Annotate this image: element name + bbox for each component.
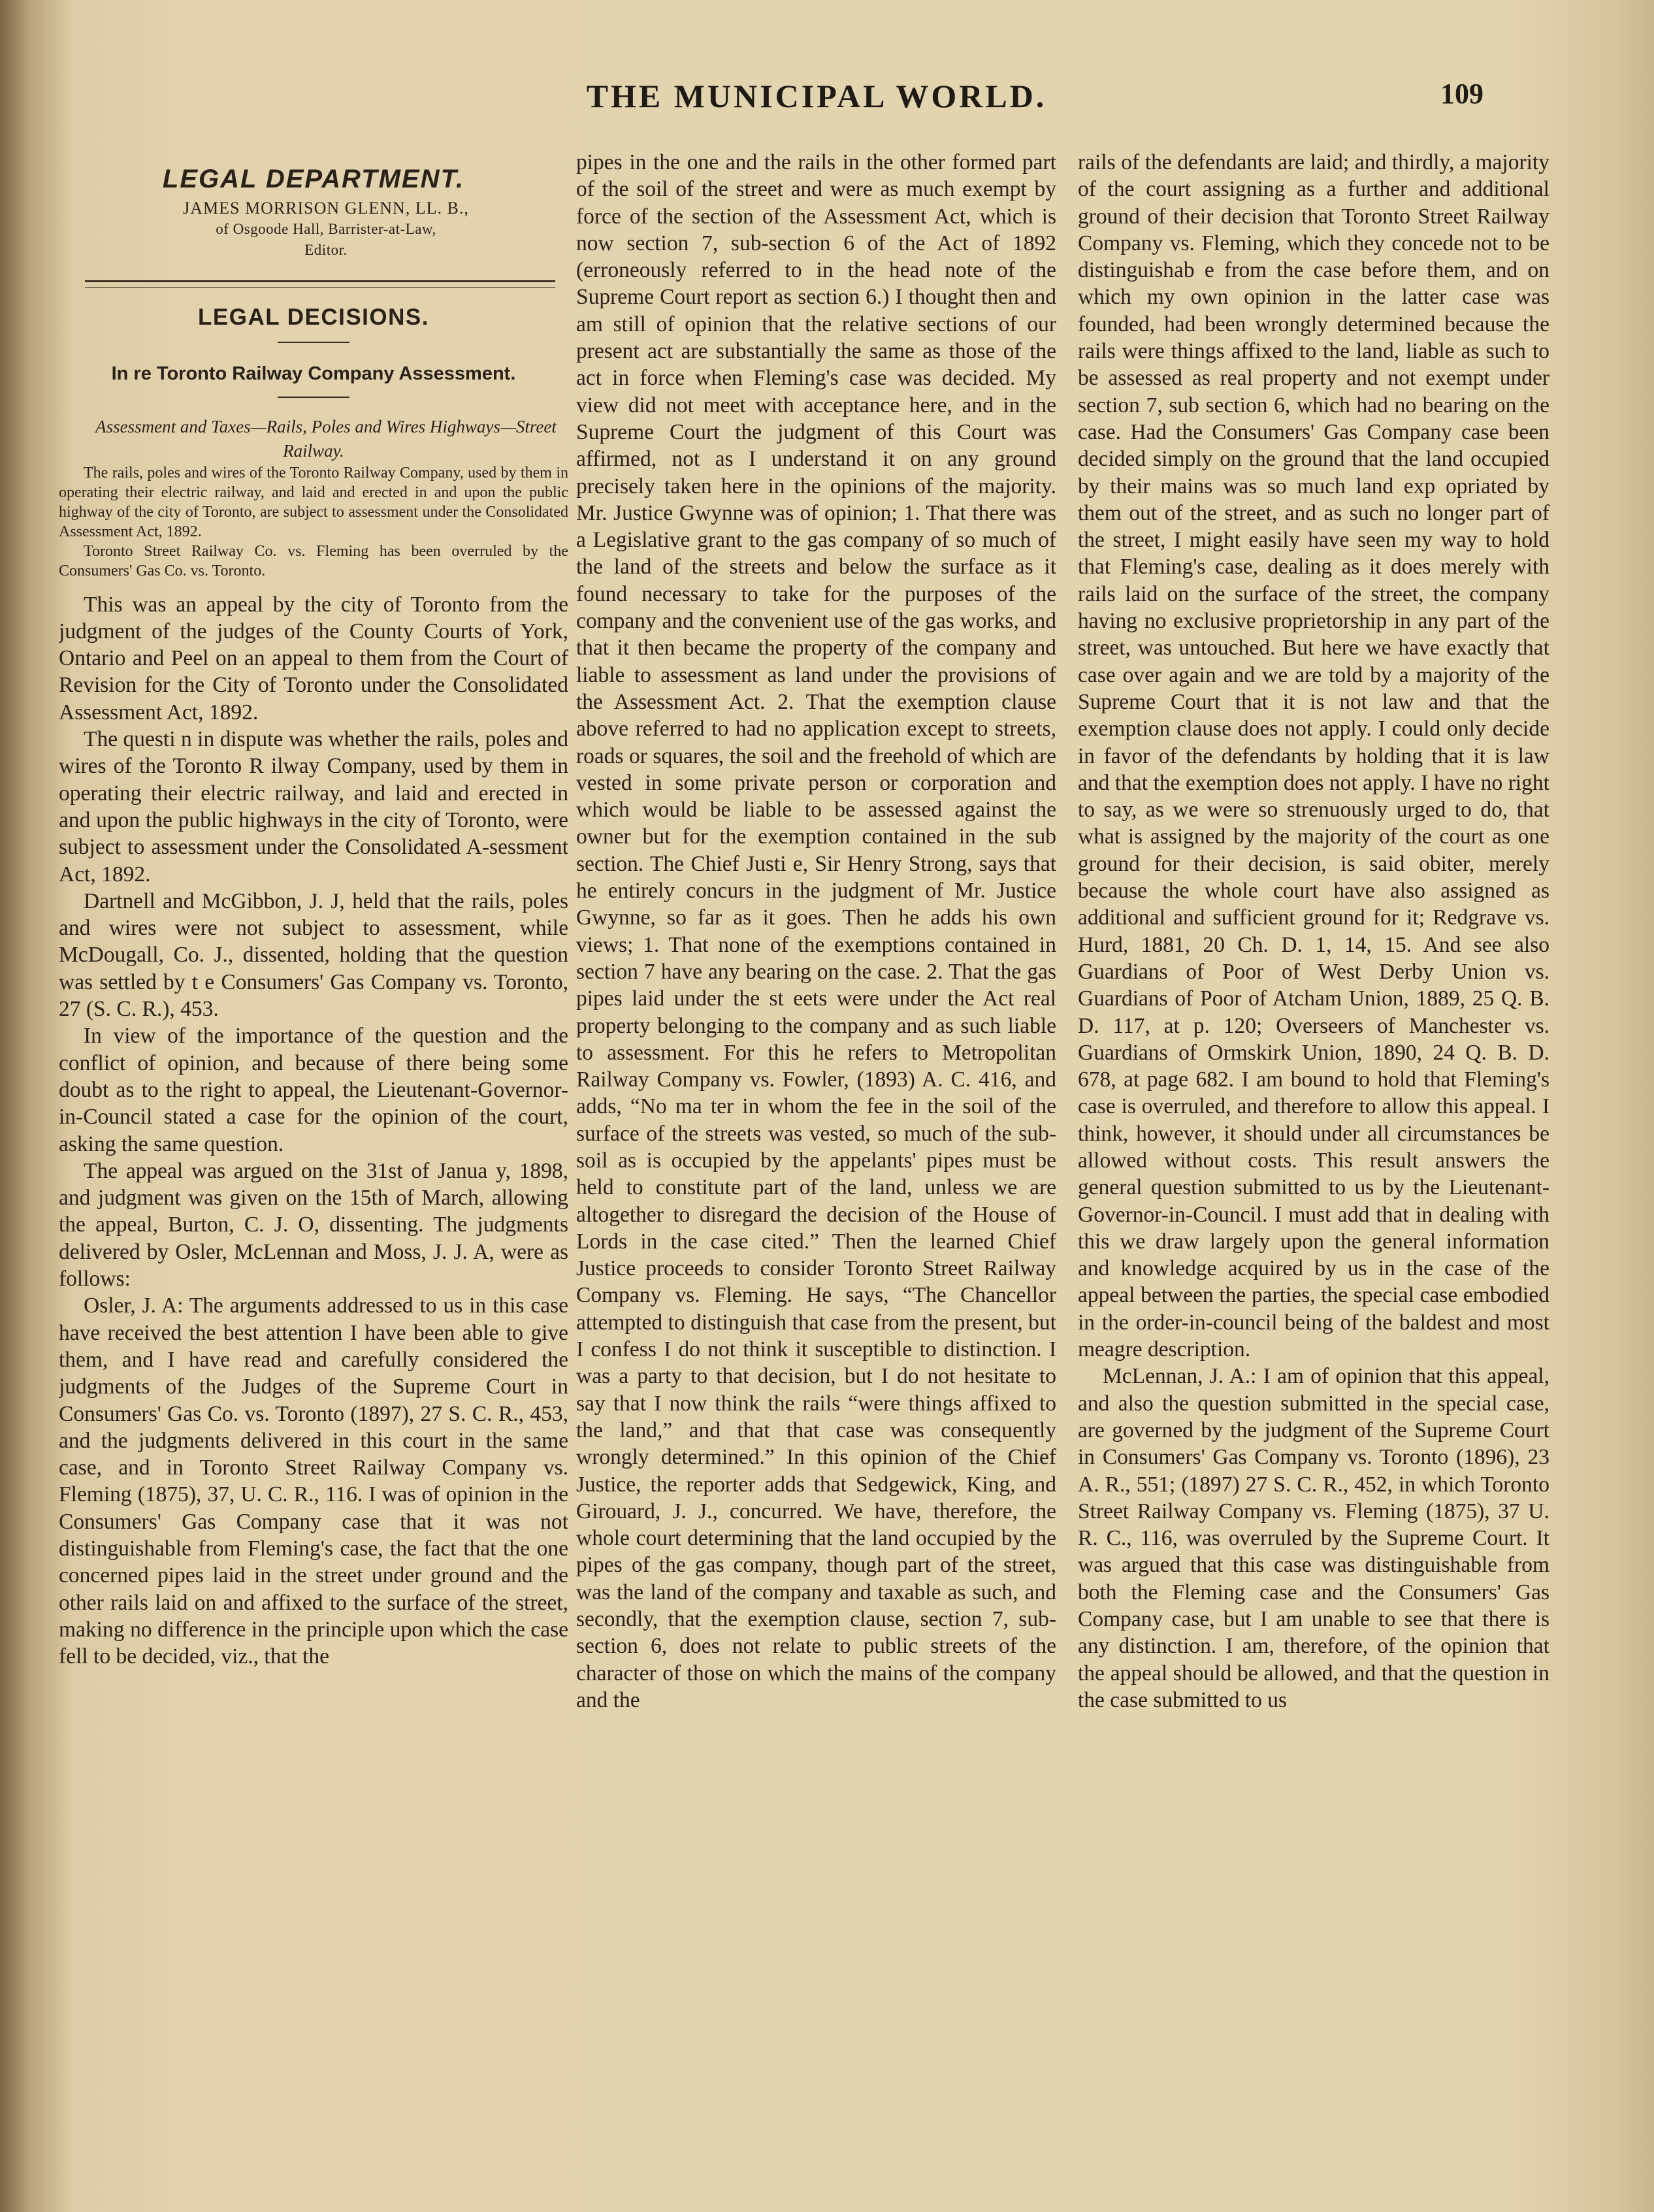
body-paragraph: The appeal was argued on the 31st of Janua y, 1898, and judgment was given on the 15th of March, allowing the appeal, Burton, C. J. O, dissenting. The judgments delivered by Osler, McLennan and Moss, J. J. A, were as follows:	[59, 1158, 568, 1292]
editor-affiliation: of Osgoode Hall, Barrister-at-Law,	[216, 221, 436, 238]
editor-role: Editor.	[304, 242, 348, 259]
body-paragraph: McLennan, J. A.: I am of opinion that this appeal, and also the question submitted in the special case, are governed by the judgment of the Supreme Court in Consumers' Gas Company vs. Toronto (1896), 23 A. R., 551; (1897) 27 S. C. R., 452, in which Toronto Street Railway Company vs. Fleming (1875), 37 U. R. C., 116, was overruled by the Supreme Court. It was argued that this case was distinguishable from both the Fleming case and the Consumers' Gas Company case, but I am unable to see that there is any distinction. I am, therefore, of the opinion that the appeal should be allowed, and that the question in the case submitted to us	[1078, 1364, 1549, 1712]
column-3	[1078, 149, 1549, 2161]
department-heading: LEGAL DEPARTMENT.	[162, 165, 465, 193]
editor-name: JAMES MORRISON GLENN, LL. B.,	[183, 199, 469, 218]
publication-title: THE MUNICIPAL WORLD.	[586, 78, 1047, 114]
column-2	[576, 149, 1056, 2161]
double-rule-divider	[85, 280, 555, 288]
body-paragraph: pipes in the one and the rails in the other formed part of the soil of the street and were as much exempt by force of the section of the Assessment Act, which is now section 7, sub-section 6 of the Act of 1892 (erroneously referred to in the head note of the Supreme Court report as section 6.) I thought then and am still of opinion that the relative sections of our present act are substantially the same as those of the act in force when Fleming's case was decided. My view did not meet with acceptance here, and in the Supreme Court the judgment of this Court was affirmed, not as I understand it on any ground precisely taken here in the opinions of the majority. Mr. Justice Gwynne was of opinion; 1. That there was a Legislative grant to the gas company of so much of the land of the streets and below the surface as it found necessary to take for the purposes of the company and the convenient use of the gas works, and that it then became the property of the company and liable to assessment as land under the provisions of the Assessment Act. 2. That the exemption clause above referred to had no application except to streets, roads or squares, the soil and the freehold of which are vested in some private person or corporation and which would be liable to be assessed against the owner but for the exemption contained in the sub section. The Chief Justi e, Sir Henry Strong, says that he entirely concurs in the judgment of Mr. Justice Gwynne, so far as it goes. Then he adds his own views; 1. That none of the exemptions contained in section 7 have any bearing on the case. 2. That the gas pipes laid under the st eets were under the Act real property belonging to the company and as such liable to assessment. For this he refers to Metropolitan Railway Company vs. Fowler, (1893) A. C. 416, and adds, “No ma ter in whom the fee in the soil of the surface of the streets was vested, so much of the sub-soil as is occupied by the appelants' pipes must be held to constitute part of the land, unless we are altogether to disregard the decision of the House of Lords in the case cited.” Then the learned Chief Justice proceeds to consider Toronto Street Railway Company vs. Fleming. He says, “The Chancellor attempted to distinguish that case from the present, but I confess I do not think it susceptible to distinction. I was a party to that decision, but I do not hesitate to say that I now think the rails “were things affixed to the land,” and that that case was consequently wrongly determined.” In this opinion of the Chief Justice, the reporter adds that Sedgewick, King, and Girouard, J. J., concurred. We have, therefore, the whole court determining that the land occupied by the pipes of the gas company, though part of the street, was the land of the company and taxable as such, and secondly, that the exemption clause, section 7, sub-section 6, does not relate to public streets of the character of those on which the mains of the company and the	[576, 150, 1056, 1712]
body-paragraph: In view of the importance of the question and the conflict of opinion, and because of there being some doubt as to the right to appeal, the Lieutenant-Governor-in-Council stated a case for the opinion of the court, asking the same question.	[59, 1024, 568, 1156]
short-rule-divider	[278, 342, 349, 343]
case-title: In re Toronto Railway Company Assessment.	[111, 363, 516, 384]
running-head	[0, 77, 1654, 129]
case-subject: Assessment and Taxes—Rails, Poles and Wires Highways—Street Railway.	[95, 416, 557, 461]
headnote-paragraph: Toronto Street Railway Co. vs. Fleming has been overruled by the Consumers' Gas Co. vs. Toronto.	[59, 542, 568, 579]
page-number: 109	[1440, 78, 1484, 110]
body-paragraph: The questi n in dispute was whether the rails, poles and wires of the Toronto R ilway Company, used by them in operating their electric railway, and laid and erected in and upon the public highways in the city of Toronto, were subject to assessment under the Consolidated A-sessment Act, 1892.	[59, 727, 568, 886]
body-paragraph: Dartnell and McGibbon, J. J, held that the rails, poles and wires were not subject to assessment, while McDougall, Co. J., dissented, holding that the question was settled by t e Consumers' Gas Company vs. Toronto, 27 (S. C. R.), 453.	[59, 888, 568, 1022]
body-paragraph: Osler, J. A: The arguments addressed to us in this case have received the best attention I have been able to give them, and I have read and carefully considered the judgments of the Judges of the Supreme Court in Consumers' Gas Co. vs. Toronto (1897), 27 S. C. R., 453, and the judgments delivered in this court in the same case, and in Toronto Street Railway Company vs. Fleming (1875), 37, U. C. R., 116. I was of opinion in the Consumers' Gas Company case that it was not distinguishable from Fleming's case, the fact that the one concerned pipes laid in the street under ground and the other rails laid on and affixed to the surface of the street, making no difference in the principle upon which the case fell to be decided, viz., that the	[59, 1293, 568, 1669]
body-paragraph: rails of the defendants are laid; and thirdly, a majority of the court assigning as a further and additional ground of their decision that Toronto Street Railway Company vs. Fleming, which they concede not to be distinguishab e from the case before them, and on which my own opinion in the latter case was founded, had been wrongly determined because the rails were things affixed to the land, liable as such to be assessed as real property and not exempt under section 7, sub section 6, which had no bearing on the case. Had the Consumers' Gas Company case been decided simply on the ground that the land occupied by their mains was so much land exp opriated by them out of the street, and as such no longer part of the street, I might easily have seen my way to hold that Fleming's case, dealing as it does merely with rails laid on the surface of the street, the company having no exclusive proprietorship in any part of the street, was untouched. But here we have exactly that case over again and we are told by a majority of the Supreme Court that it is not law and that the exemption clause does not apply. I could only decide in favor of the defendants by holding that it is law and that the exemption does not apply. I have no right to say, as we were so strenuously urged to do, that what is assigned by the majority of the court as one ground for their decision, is said obiter, merely because the whole court have also assigned as additional and sufficient ground for it; Redgrave vs. Hurd, 1881, 20 Ch. D. 1, 14, 15. And see also Guardians of Poor of West Derby Union vs. Guardians of Poor of Atcham Union, 1889, 25 Q. B. D. 117, at p. 120; Overseers of Manchester vs. Guardians of Ormskirk Union, 1890, 24 Q. B. D. 678, at page 682. I am bound to hold that Fleming's case is overruled, and therefore to allow this appeal. I think, however, it should under all circumstances be allowed without costs. This result answers the general question submitted to us by the Lieutenant-Governor-in-Council. I must add that in dealing with this we draw largely upon the general information and knowledge acquired by us in the case of the appeal between the parties, the special case embodied in the order-in-council being of the baldest and most meagre description.	[1078, 150, 1549, 1362]
body-paragraph: This was an appeal by the city of Toronto from the judgment of the judges of the County Courts of York, Ontario and Peel on an appeal to them from the Court of Revision for the City of Toronto under the Consolidated Assessment Act, 1892.	[59, 592, 568, 724]
section-heading: LEGAL DECISIONS.	[198, 304, 429, 331]
headnote-paragraph: The rails, poles and wires of the Toronto Railway Company, used by them in operating their electric railway, and laid and erected in and upon the public highway of the city of Toronto, are subject to assessment under the Consolidated Assessment Act, 1892.	[59, 464, 568, 540]
short-rule-divider-2	[278, 397, 349, 398]
spacer	[59, 581, 568, 591]
column-1	[59, 149, 568, 2161]
